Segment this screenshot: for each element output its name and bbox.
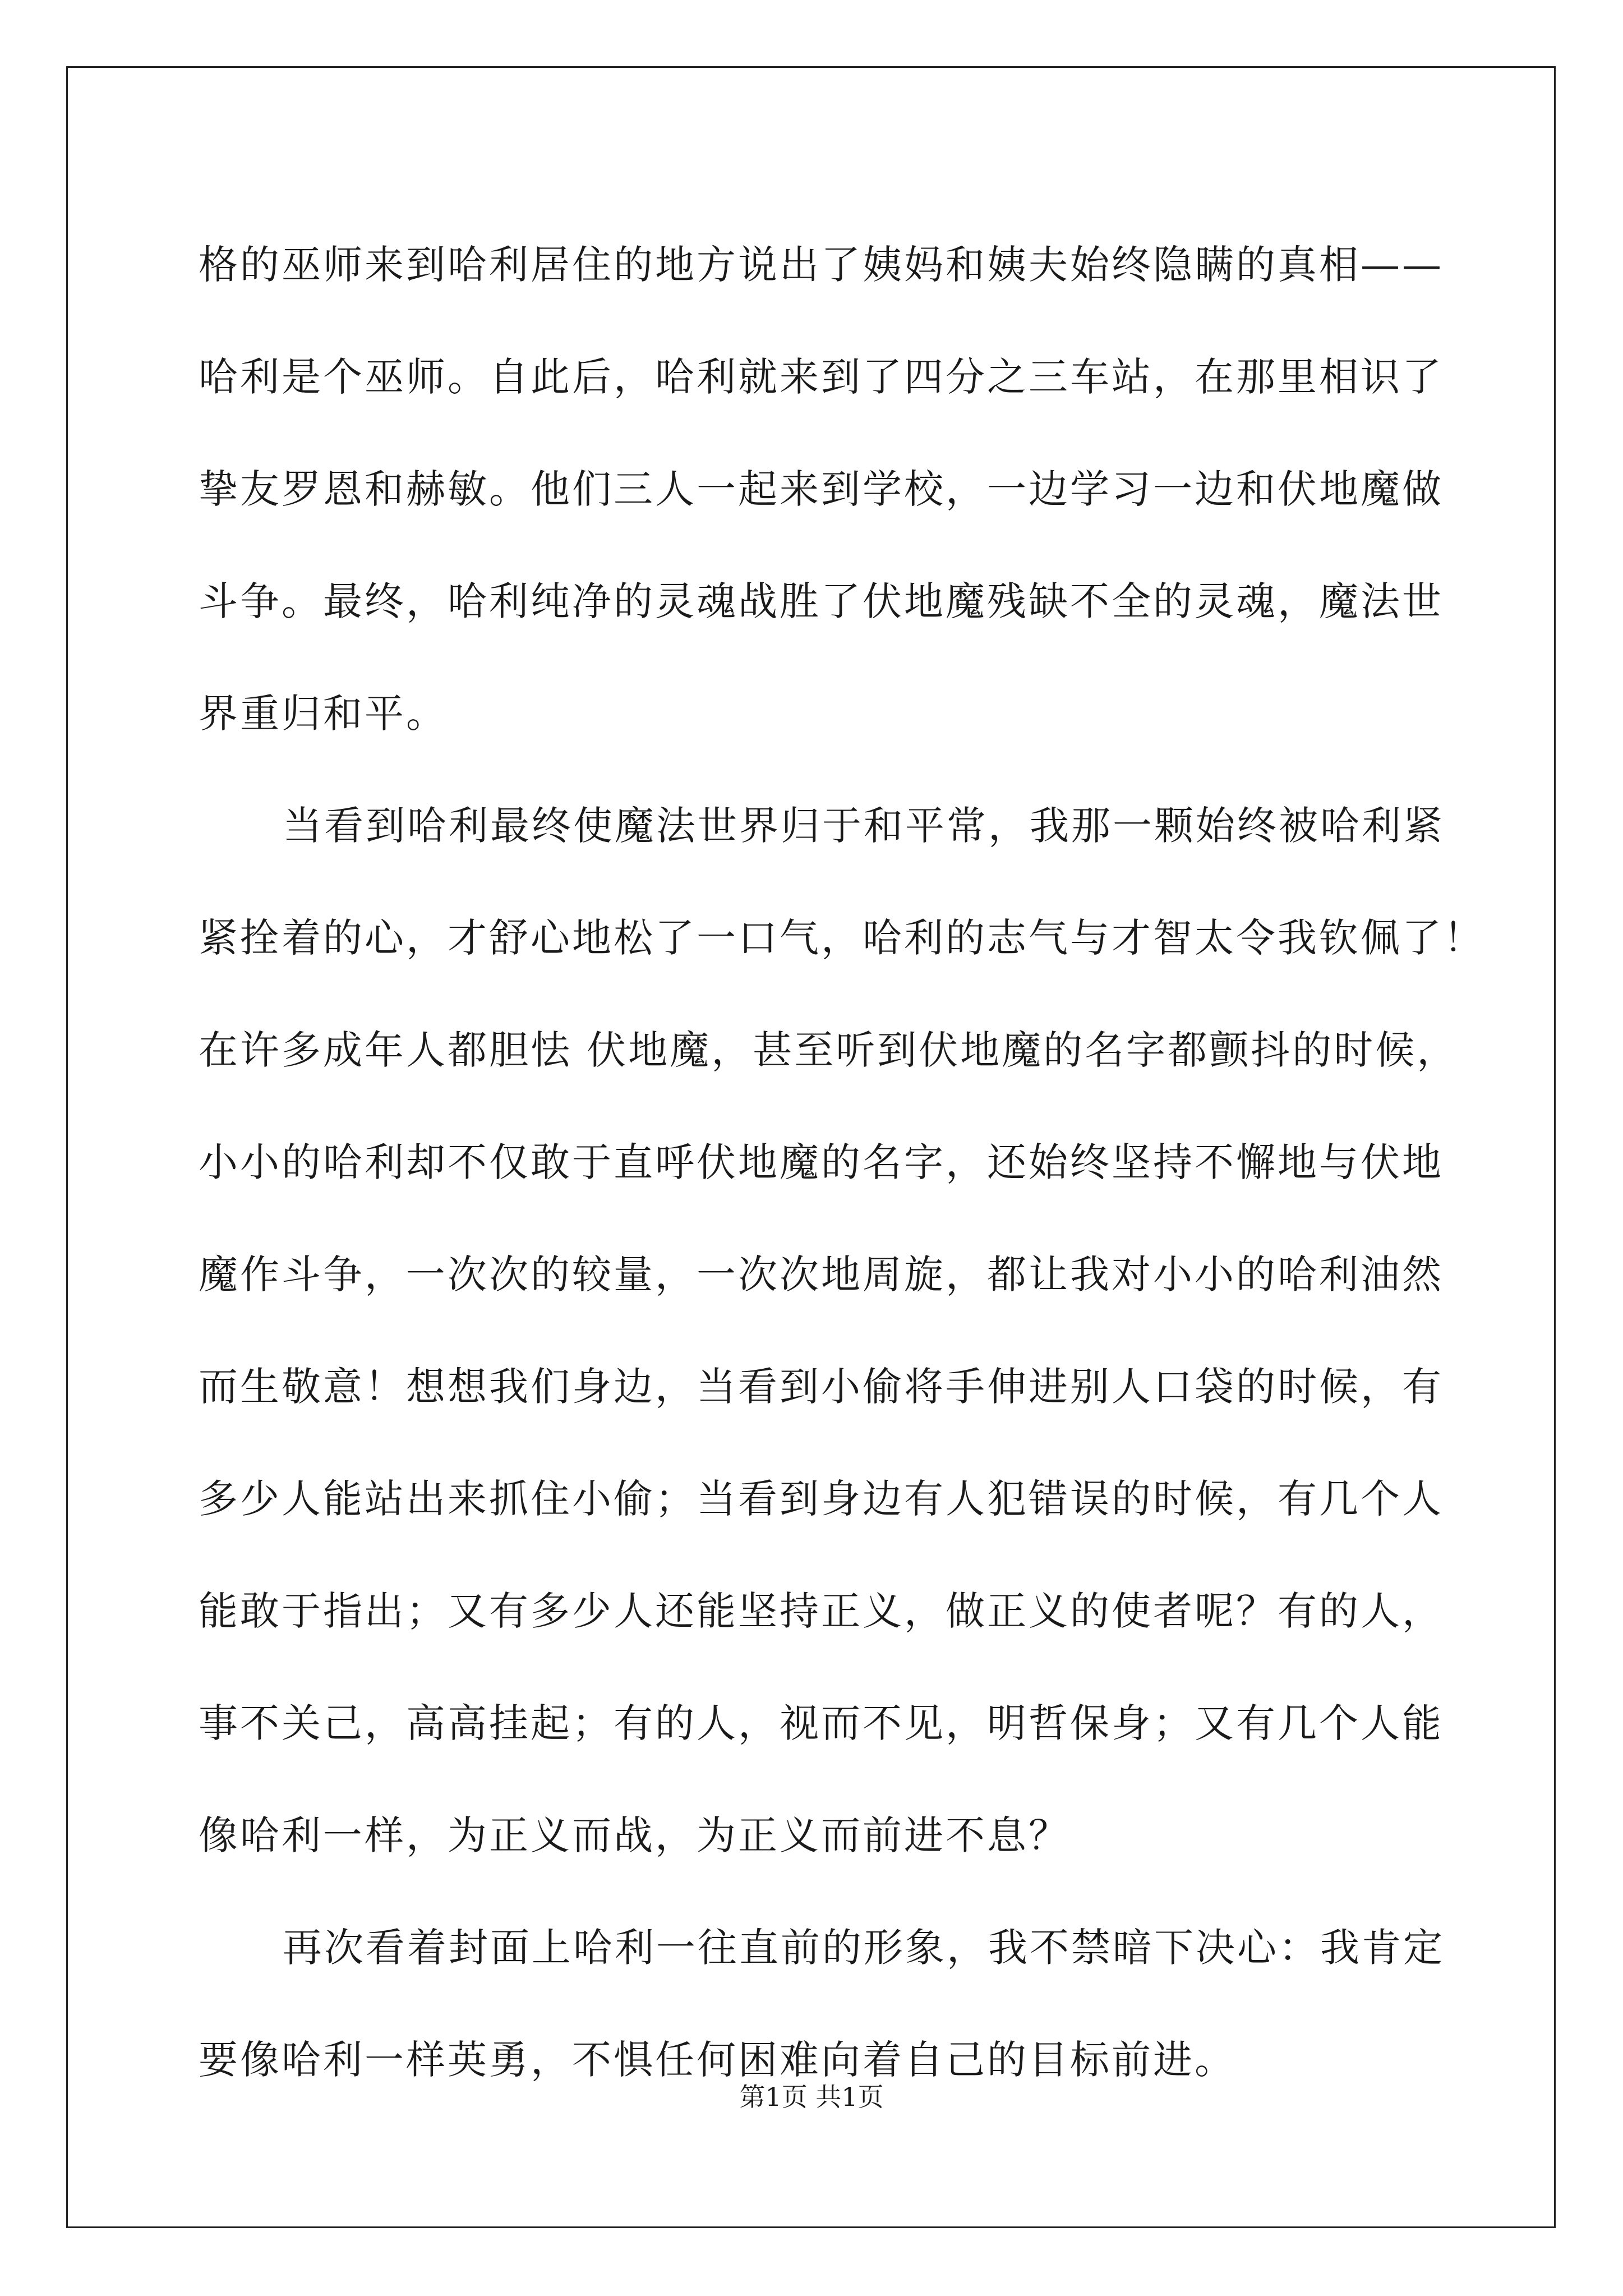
page-footer: 第1页 共1页 <box>739 2082 884 2112</box>
text-line: 小小的哈利却不仅敢于直呼伏地魔的名字，还始终坚持不懈地与伏地 <box>199 1139 1444 1185</box>
text-line: 像哈利一样，为正义而战，为正义而前进不息？ <box>199 1812 1070 1858</box>
text-line: 紧拴着的心，才舒心地松了一口气，哈利的志气与才智太令我钦佩了！ <box>199 915 1485 961</box>
text-line: 挚友罗恩和赫敏。他们三人一起来到学校，一边学习一边和伏地魔做 <box>199 466 1444 512</box>
document-body <box>199 209 1485 2116</box>
paragraph-first-line: 再次看着封面上哈利一往直前的形象，我不禁暗下决心：我肯定 <box>283 1925 1445 1971</box>
text-line: 哈利是个巫师。自此后，哈利就来到了四分之三车站，在那里相识了 <box>199 354 1444 400</box>
text-line: 能敢于指出；又有多少人还能坚持正义，做正义的使者呢？有的人， <box>199 1588 1444 1634</box>
text-line: 界重归和平。 <box>199 691 448 737</box>
paragraph-first-line: 当看到哈利最终使魔法世界归于和平常，我那一颗始终被哈利紧 <box>283 803 1445 849</box>
text-line: 在许多成年人都胆怯 伏地魔，甚至听到伏地魔的名字都颤抖的时候， <box>199 1027 1459 1073</box>
text-line: 而生敬意！想想我们身边，当看到小偷将手伸进别人口袋的时候，有 <box>199 1364 1444 1410</box>
text-line: 多少人能站出来抓住小偷；当看到身边有人犯错误的时候，有几个人 <box>199 1476 1444 1522</box>
text-line: 魔作斗争，一次次的较量，一次次地周旋，都让我对小小的哈利油然 <box>199 1251 1444 1297</box>
text-line: 斗争。最终，哈利纯净的灵魂战胜了伏地魔残缺不全的灵魂，魔法世 <box>199 578 1444 624</box>
text-line: 格的巫师来到哈利居住的地方说出了姨妈和姨夫始终隐瞒的真相—— <box>199 242 1444 288</box>
text-line: 事不关己，高高挂起；有的人，视而不见，明哲保身；又有几个人能 <box>199 1700 1444 1746</box>
text-line: 要像哈利一样英勇，不惧任何困难向着自己的目标前进。 <box>199 2037 1236 2083</box>
